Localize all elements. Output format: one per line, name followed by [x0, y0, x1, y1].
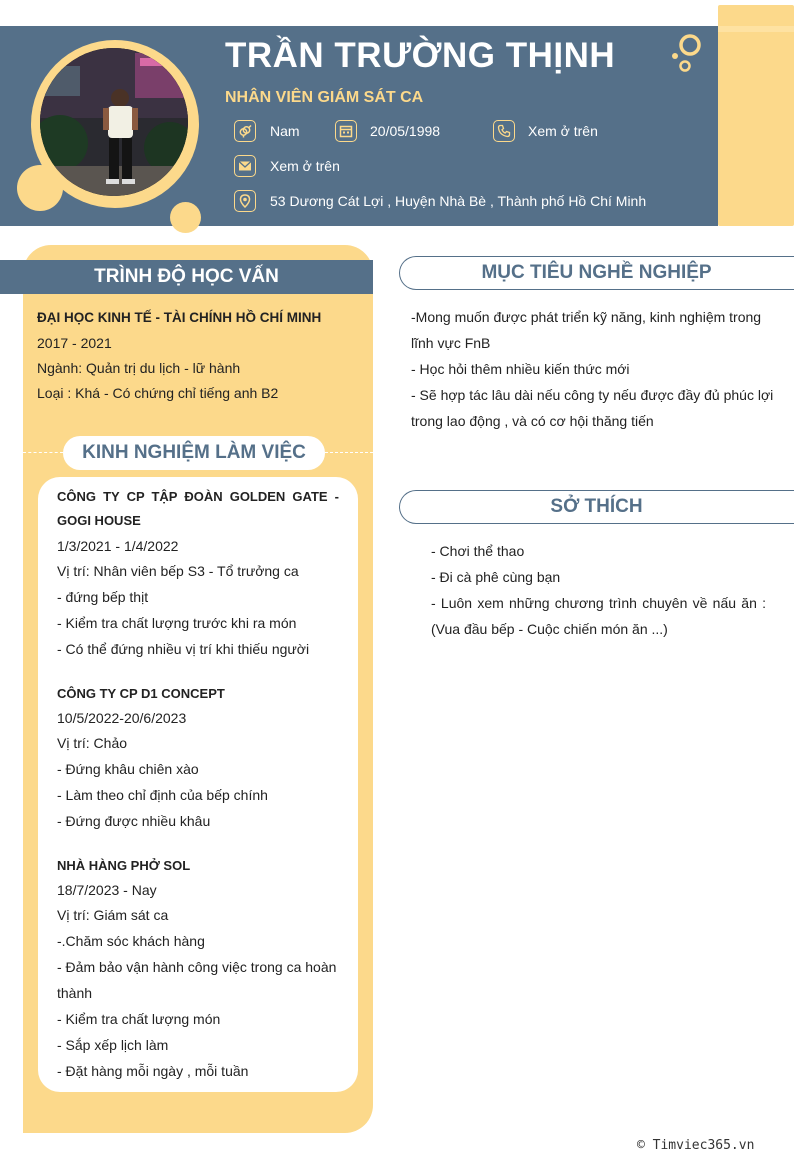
objective-line: trong lao động , và có cơ hội thăng tiến	[411, 413, 654, 429]
job-company: CÔNG TY CP TẬP ĐOÀN GOLDEN GATE - GOGI HOUSE	[57, 489, 339, 528]
job-duty: - Đứng khâu chiên xào	[57, 761, 199, 777]
objective-line: - Học hỏi thêm nhiều kiến thức mới	[411, 361, 630, 377]
footer-copyright: © Timviec365.vn	[637, 1138, 755, 1153]
job-duty: - Đứng được nhiều khâu	[57, 813, 211, 829]
objective-heading: MỤC TIÊU NGHỀ NGHIỆP	[481, 262, 712, 283]
job-duty: -.Chăm sóc khách hàng	[57, 933, 205, 949]
objective-line: lĩnh vực FnB	[411, 335, 491, 351]
hobbies-heading: SỞ THÍCH	[550, 496, 643, 517]
calendar-icon	[335, 120, 357, 142]
hobby-line: - Chơi thể thao	[431, 543, 525, 559]
job-period: 10/5/2022-20/6/2023	[57, 710, 187, 726]
gender-value: Nam	[270, 123, 300, 139]
hobby-line: (Vua đầu bếp - Cuộc chiến món ăn ...)	[431, 621, 668, 637]
location-pin-icon	[234, 190, 256, 212]
job-duty: - Đảm bảo vận hành công việc trong ca hoàn	[57, 959, 337, 975]
job-duty: - Sắp xếp lịch làm	[57, 1037, 169, 1053]
job-role: Vị trí: Chảo	[57, 735, 128, 751]
job-duty: - Kiểm tra chất lượng trước khi ra món	[57, 615, 297, 631]
education-school: ĐẠI HỌC KINH TẾ - TÀI CHÍNH HỒ CHÍ MINH	[37, 310, 322, 325]
job-period: 18/7/2023 - Nay	[57, 882, 157, 898]
job-duty: thành	[57, 985, 93, 1001]
envelope-icon	[234, 155, 256, 177]
experience-heading: KINH NGHIỆM LÀM VIỆC	[82, 442, 306, 463]
education-years: 2017 - 2021	[37, 335, 112, 351]
phone-value: Xem ở trên	[528, 123, 598, 139]
education-heading: TRÌNH ĐỘ HỌC VẤN	[94, 266, 279, 287]
gender-icon	[234, 120, 256, 142]
email-value: Xem ở trên	[270, 158, 340, 174]
job-role: Vị trí: Giám sát ca	[57, 907, 169, 923]
job-duty: - Có thể đứng nhiều vị trí khi thiếu người	[57, 641, 310, 657]
hobby-line: - Luôn xem những chương trình chuyên về nấu ăn :	[431, 595, 766, 611]
job-period: 1/3/2021 - 1/4/2022	[57, 538, 179, 554]
divider	[325, 452, 373, 453]
education-major: Ngành: Quản trị du lịch - lữ hành	[37, 360, 241, 376]
divider	[23, 452, 63, 453]
avatar-photo	[40, 48, 188, 196]
decor-dot	[17, 165, 63, 211]
decor-strip	[718, 5, 794, 226]
bubbles-icon	[666, 32, 706, 74]
objective-line: -Mong muốn được phát triển kỹ năng, kinh nghiệm trong	[411, 309, 762, 325]
decor-strip-highlight	[718, 26, 794, 32]
phone-icon	[493, 120, 515, 142]
birthday-value: 20/05/1998	[370, 123, 441, 139]
address-value: 53 Dương Cát Lợi , Huyện Nhà Bè , Thành phố Hồ Chí Minh	[270, 193, 647, 209]
job-company: NHÀ HÀNG PHỞ SOL	[57, 858, 191, 873]
avatar	[40, 48, 188, 196]
job-duty: - Đặt hàng mỗi ngày , mỗi tuần	[57, 1063, 249, 1079]
job-duty: - Làm theo chỉ định của bếp chính	[57, 787, 268, 803]
job-company: CÔNG TY CP D1 CONCEPT	[57, 686, 225, 701]
education-grade: Loại : Khá - Có chứng chỉ tiếng anh B2	[37, 385, 279, 401]
job-duty: - Kiểm tra chất lượng món	[57, 1011, 221, 1027]
candidate-name: TRẦN TRƯỜNG THỊNH	[225, 36, 616, 75]
job-role: Vị trí: Nhân viên bếp S3 - Tổ trưởng ca	[57, 563, 299, 579]
candidate-position: NHÂN VIÊN GIÁM SÁT CA	[225, 89, 424, 106]
job-duty: - đứng bếp thịt	[57, 589, 149, 605]
decor-dot	[170, 202, 201, 233]
objective-line: - Sẽ hợp tác lâu dài nếu công ty nếu được đầy đủ phúc lợi	[411, 387, 774, 403]
hobby-line: - Đi cà phê cùng bạn	[431, 569, 561, 585]
